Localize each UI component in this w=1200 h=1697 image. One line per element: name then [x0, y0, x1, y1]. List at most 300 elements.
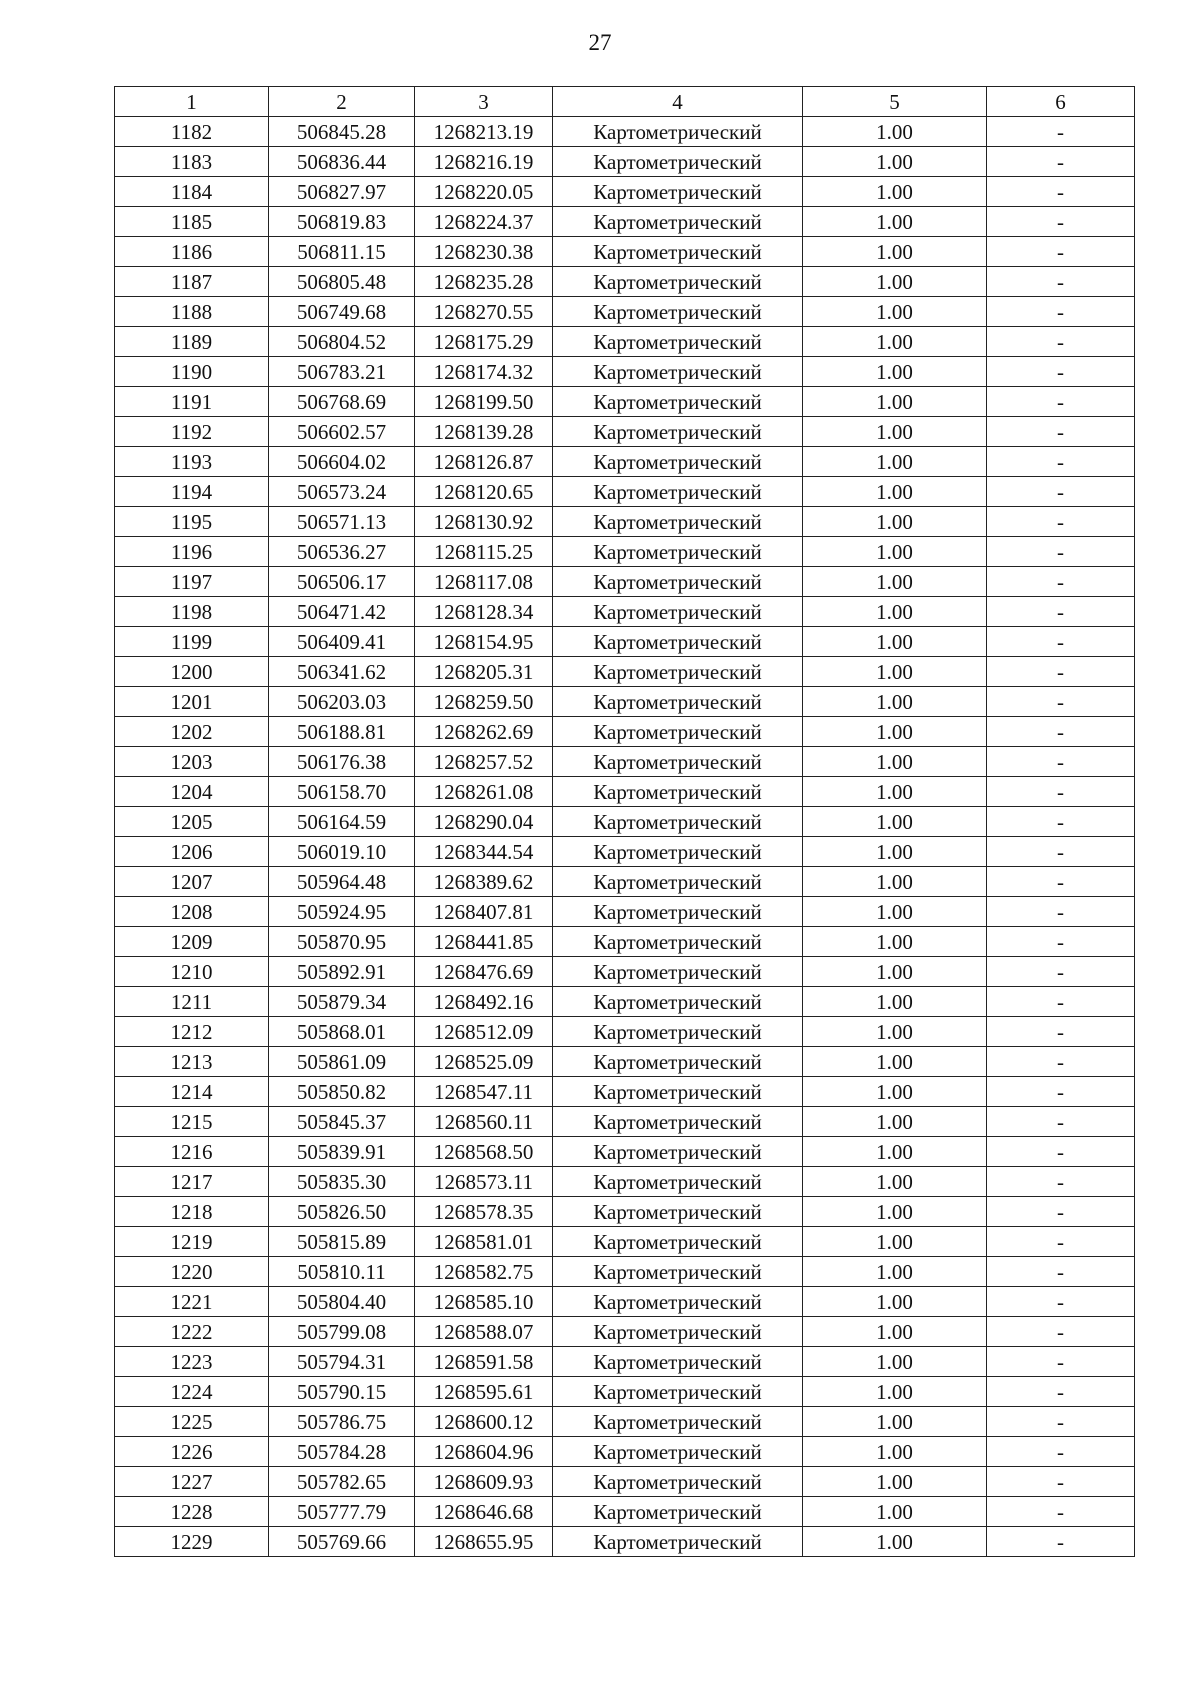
table-row: [115, 1467, 1135, 1497]
accuracy-cell: 1.00: [803, 867, 987, 897]
x-coordinate-cell: 506783.21: [269, 357, 415, 387]
accuracy-cell: 1.00: [803, 987, 987, 1017]
x-coordinate-cell: 506341.62: [269, 657, 415, 687]
accuracy-cell: 1.00: [803, 1137, 987, 1167]
y-coordinate-cell: 1268270.55: [415, 297, 553, 327]
table-row: [115, 567, 1135, 597]
y-coordinate-cell: 1268290.04: [415, 807, 553, 837]
table-body: [115, 117, 1135, 1557]
method-cell: Картометрический: [553, 237, 803, 267]
point-number-cell: 1226: [115, 1437, 269, 1467]
x-coordinate-cell: 506819.83: [269, 207, 415, 237]
x-coordinate-cell: 506804.52: [269, 327, 415, 357]
point-number-cell: 1216: [115, 1137, 269, 1167]
x-coordinate-cell: 506019.10: [269, 837, 415, 867]
note-cell: -: [987, 987, 1135, 1017]
accuracy-cell: 1.00: [803, 657, 987, 687]
accuracy-cell: 1.00: [803, 1347, 987, 1377]
table-row: [115, 147, 1135, 177]
note-cell: -: [987, 1377, 1135, 1407]
header-cell-6: 6: [987, 87, 1135, 117]
note-cell: -: [987, 807, 1135, 837]
x-coordinate-cell: 506811.15: [269, 237, 415, 267]
method-cell: Картометрический: [553, 207, 803, 237]
method-cell: Картометрический: [553, 957, 803, 987]
table-row: [115, 537, 1135, 567]
point-number-cell: 1195: [115, 507, 269, 537]
point-number-cell: 1205: [115, 807, 269, 837]
table-row: [115, 837, 1135, 867]
y-coordinate-cell: 1268216.19: [415, 147, 553, 177]
method-cell: Картометрический: [553, 327, 803, 357]
accuracy-cell: 1.00: [803, 567, 987, 597]
x-coordinate-cell: 505892.91: [269, 957, 415, 987]
table-header: [115, 87, 1135, 117]
table-row: [115, 387, 1135, 417]
x-coordinate-cell: 505794.31: [269, 1347, 415, 1377]
x-coordinate-cell: 505777.79: [269, 1497, 415, 1527]
table-row: [115, 447, 1135, 477]
coordinates-table: [114, 86, 1135, 1557]
accuracy-cell: 1.00: [803, 147, 987, 177]
y-coordinate-cell: 1268257.52: [415, 747, 553, 777]
method-cell: Картометрический: [553, 477, 803, 507]
accuracy-cell: 1.00: [803, 267, 987, 297]
point-number-cell: 1201: [115, 687, 269, 717]
x-coordinate-cell: 506506.17: [269, 567, 415, 597]
y-coordinate-cell: 1268492.16: [415, 987, 553, 1017]
x-coordinate-cell: 505845.37: [269, 1107, 415, 1137]
table-row: [115, 1377, 1135, 1407]
method-cell: Картометрический: [553, 1347, 803, 1377]
table-row: [115, 1497, 1135, 1527]
point-number-cell: 1206: [115, 837, 269, 867]
table-row: [115, 507, 1135, 537]
accuracy-cell: 1.00: [803, 1407, 987, 1437]
note-cell: -: [987, 177, 1135, 207]
note-cell: -: [987, 537, 1135, 567]
point-number-cell: 1204: [115, 777, 269, 807]
point-number-cell: 1202: [115, 717, 269, 747]
table-row: [115, 657, 1135, 687]
table-row: [115, 1017, 1135, 1047]
method-cell: Картометрический: [553, 717, 803, 747]
point-number-cell: 1196: [115, 537, 269, 567]
accuracy-cell: 1.00: [803, 387, 987, 417]
header-cell-2: 2: [269, 87, 415, 117]
x-coordinate-cell: 506573.24: [269, 477, 415, 507]
note-cell: -: [987, 1137, 1135, 1167]
table-row: [115, 237, 1135, 267]
x-coordinate-cell: 506158.70: [269, 777, 415, 807]
method-cell: Картометрический: [553, 1437, 803, 1467]
point-number-cell: 1190: [115, 357, 269, 387]
accuracy-cell: 1.00: [803, 1197, 987, 1227]
method-cell: Картометрический: [553, 1107, 803, 1137]
header-cell-4: 4: [553, 87, 803, 117]
method-cell: Картометрический: [553, 657, 803, 687]
table-row: [115, 1107, 1135, 1137]
table-row: [115, 1347, 1135, 1377]
point-number-cell: 1187: [115, 267, 269, 297]
accuracy-cell: 1.00: [803, 177, 987, 207]
x-coordinate-cell: 505784.28: [269, 1437, 415, 1467]
x-coordinate-cell: 505826.50: [269, 1197, 415, 1227]
y-coordinate-cell: 1268573.11: [415, 1167, 553, 1197]
method-cell: Картометрический: [553, 147, 803, 177]
method-cell: Картометрический: [553, 177, 803, 207]
x-coordinate-cell: 505868.01: [269, 1017, 415, 1047]
y-coordinate-cell: 1268525.09: [415, 1047, 553, 1077]
x-coordinate-cell: 506827.97: [269, 177, 415, 207]
note-cell: -: [987, 1167, 1135, 1197]
accuracy-cell: 1.00: [803, 417, 987, 447]
y-coordinate-cell: 1268581.01: [415, 1227, 553, 1257]
point-number-cell: 1218: [115, 1197, 269, 1227]
table-row: [115, 477, 1135, 507]
point-number-cell: 1207: [115, 867, 269, 897]
table-row: [115, 1287, 1135, 1317]
point-number-cell: 1184: [115, 177, 269, 207]
y-coordinate-cell: 1268235.28: [415, 267, 553, 297]
accuracy-cell: 1.00: [803, 1497, 987, 1527]
x-coordinate-cell: 505786.75: [269, 1407, 415, 1437]
x-coordinate-cell: 506188.81: [269, 717, 415, 747]
x-coordinate-cell: 506768.69: [269, 387, 415, 417]
x-coordinate-cell: 505769.66: [269, 1527, 415, 1557]
method-cell: Картометрический: [553, 777, 803, 807]
table-row: [115, 777, 1135, 807]
accuracy-cell: 1.00: [803, 747, 987, 777]
note-cell: -: [987, 357, 1135, 387]
note-cell: -: [987, 1437, 1135, 1467]
y-coordinate-cell: 1268604.96: [415, 1437, 553, 1467]
note-cell: -: [987, 417, 1135, 447]
note-cell: -: [987, 927, 1135, 957]
accuracy-cell: 1.00: [803, 537, 987, 567]
y-coordinate-cell: 1268609.93: [415, 1467, 553, 1497]
method-cell: Картометрический: [553, 867, 803, 897]
method-cell: Картометрический: [553, 447, 803, 477]
note-cell: -: [987, 1227, 1135, 1257]
note-cell: -: [987, 1317, 1135, 1347]
method-cell: Картометрический: [553, 687, 803, 717]
point-number-cell: 1213: [115, 1047, 269, 1077]
y-coordinate-cell: 1268115.25: [415, 537, 553, 567]
x-coordinate-cell: 505879.34: [269, 987, 415, 1017]
table-row: [115, 1137, 1135, 1167]
method-cell: Картометрический: [553, 357, 803, 387]
method-cell: Картометрический: [553, 1047, 803, 1077]
y-coordinate-cell: 1268476.69: [415, 957, 553, 987]
table-row: [115, 1047, 1135, 1077]
point-number-cell: 1208: [115, 897, 269, 927]
point-number-cell: 1210: [115, 957, 269, 987]
accuracy-cell: 1.00: [803, 957, 987, 987]
table-row: [115, 1257, 1135, 1287]
table-row: [115, 117, 1135, 147]
x-coordinate-cell: 505924.95: [269, 897, 415, 927]
point-number-cell: 1217: [115, 1167, 269, 1197]
accuracy-cell: 1.00: [803, 237, 987, 267]
point-number-cell: 1198: [115, 597, 269, 627]
x-coordinate-cell: 506536.27: [269, 537, 415, 567]
y-coordinate-cell: 1268154.95: [415, 627, 553, 657]
x-coordinate-cell: 506176.38: [269, 747, 415, 777]
header-cell-1: 1: [115, 87, 269, 117]
x-coordinate-cell: 506203.03: [269, 687, 415, 717]
y-coordinate-cell: 1268595.61: [415, 1377, 553, 1407]
note-cell: -: [987, 387, 1135, 417]
point-number-cell: 1222: [115, 1317, 269, 1347]
note-cell: -: [987, 837, 1135, 867]
y-coordinate-cell: 1268591.58: [415, 1347, 553, 1377]
accuracy-cell: 1.00: [803, 807, 987, 837]
point-number-cell: 1223: [115, 1347, 269, 1377]
method-cell: Картометрический: [553, 507, 803, 537]
table-row: [115, 297, 1135, 327]
y-coordinate-cell: 1268126.87: [415, 447, 553, 477]
table-row: [115, 987, 1135, 1017]
method-cell: Картометрический: [553, 1227, 803, 1257]
accuracy-cell: 1.00: [803, 1077, 987, 1107]
y-coordinate-cell: 1268560.11: [415, 1107, 553, 1137]
y-coordinate-cell: 1268441.85: [415, 927, 553, 957]
point-number-cell: 1228: [115, 1497, 269, 1527]
method-cell: Картометрический: [553, 747, 803, 777]
method-cell: Картометрический: [553, 987, 803, 1017]
note-cell: -: [987, 627, 1135, 657]
y-coordinate-cell: 1268646.68: [415, 1497, 553, 1527]
method-cell: Картометрический: [553, 567, 803, 597]
accuracy-cell: 1.00: [803, 897, 987, 927]
table-row: [115, 1167, 1135, 1197]
method-cell: Картометрический: [553, 807, 803, 837]
table-row: [115, 627, 1135, 657]
page-number: 27: [588, 30, 612, 55]
point-number-cell: 1220: [115, 1257, 269, 1287]
note-cell: -: [987, 447, 1135, 477]
method-cell: Картометрический: [553, 1317, 803, 1347]
point-number-cell: 1200: [115, 657, 269, 687]
note-cell: -: [987, 777, 1135, 807]
method-cell: Картометрический: [553, 1077, 803, 1107]
table-row: [115, 597, 1135, 627]
y-coordinate-cell: 1268205.31: [415, 657, 553, 687]
y-coordinate-cell: 1268213.19: [415, 117, 553, 147]
x-coordinate-cell: 506845.28: [269, 117, 415, 147]
x-coordinate-cell: 506805.48: [269, 267, 415, 297]
x-coordinate-cell: 506571.13: [269, 507, 415, 537]
accuracy-cell: 1.00: [803, 507, 987, 537]
y-coordinate-cell: 1268568.50: [415, 1137, 553, 1167]
note-cell: -: [987, 297, 1135, 327]
accuracy-cell: 1.00: [803, 477, 987, 507]
accuracy-cell: 1.00: [803, 597, 987, 627]
method-cell: Картометрический: [553, 1377, 803, 1407]
x-coordinate-cell: 506836.44: [269, 147, 415, 177]
point-number-cell: 1199: [115, 627, 269, 657]
x-coordinate-cell: 505835.30: [269, 1167, 415, 1197]
note-cell: -: [987, 267, 1135, 297]
method-cell: Картометрический: [553, 1167, 803, 1197]
method-cell: Картометрический: [553, 627, 803, 657]
point-number-cell: 1221: [115, 1287, 269, 1317]
point-number-cell: 1227: [115, 1467, 269, 1497]
x-coordinate-cell: 506604.02: [269, 447, 415, 477]
y-coordinate-cell: 1268655.95: [415, 1527, 553, 1557]
x-coordinate-cell: 505782.65: [269, 1467, 415, 1497]
point-number-cell: 1219: [115, 1227, 269, 1257]
header-cell-3: 3: [415, 87, 553, 117]
y-coordinate-cell: 1268120.65: [415, 477, 553, 507]
accuracy-cell: 1.00: [803, 447, 987, 477]
table-row: [115, 267, 1135, 297]
y-coordinate-cell: 1268261.08: [415, 777, 553, 807]
method-cell: Картометрический: [553, 837, 803, 867]
table-row: [115, 717, 1135, 747]
y-coordinate-cell: 1268199.50: [415, 387, 553, 417]
point-number-cell: 1209: [115, 927, 269, 957]
note-cell: -: [987, 1257, 1135, 1287]
note-cell: -: [987, 327, 1135, 357]
table-row: [115, 1227, 1135, 1257]
note-cell: -: [987, 1287, 1135, 1317]
accuracy-cell: 1.00: [803, 327, 987, 357]
method-cell: Картометрический: [553, 117, 803, 147]
point-number-cell: 1192: [115, 417, 269, 447]
note-cell: -: [987, 1047, 1135, 1077]
note-cell: -: [987, 1497, 1135, 1527]
note-cell: -: [987, 1527, 1135, 1557]
accuracy-cell: 1.00: [803, 1227, 987, 1257]
method-cell: Картометрический: [553, 927, 803, 957]
table-row: [115, 1077, 1135, 1107]
accuracy-cell: 1.00: [803, 117, 987, 147]
point-number-cell: 1194: [115, 477, 269, 507]
point-number-cell: 1193: [115, 447, 269, 477]
x-coordinate-cell: 506471.42: [269, 597, 415, 627]
table-row: [115, 1317, 1135, 1347]
method-cell: Картометрический: [553, 387, 803, 417]
note-cell: -: [987, 507, 1135, 537]
accuracy-cell: 1.00: [803, 717, 987, 747]
x-coordinate-cell: 505850.82: [269, 1077, 415, 1107]
y-coordinate-cell: 1268259.50: [415, 687, 553, 717]
note-cell: -: [987, 597, 1135, 627]
table-row: [115, 807, 1135, 837]
method-cell: Картометрический: [553, 1467, 803, 1497]
table-row: [115, 417, 1135, 447]
accuracy-cell: 1.00: [803, 1047, 987, 1077]
accuracy-cell: 1.00: [803, 357, 987, 387]
y-coordinate-cell: 1268407.81: [415, 897, 553, 927]
x-coordinate-cell: 505861.09: [269, 1047, 415, 1077]
method-cell: Картометрический: [553, 1407, 803, 1437]
method-cell: Картометрический: [553, 417, 803, 447]
accuracy-cell: 1.00: [803, 837, 987, 867]
note-cell: -: [987, 957, 1135, 987]
accuracy-cell: 1.00: [803, 627, 987, 657]
point-number-cell: 1214: [115, 1077, 269, 1107]
note-cell: -: [987, 687, 1135, 717]
point-number-cell: 1225: [115, 1407, 269, 1437]
point-number-cell: 1211: [115, 987, 269, 1017]
note-cell: -: [987, 1077, 1135, 1107]
point-number-cell: 1203: [115, 747, 269, 777]
table-row: [115, 177, 1135, 207]
point-number-cell: 1197: [115, 567, 269, 597]
accuracy-cell: 1.00: [803, 687, 987, 717]
x-coordinate-cell: 506409.41: [269, 627, 415, 657]
y-coordinate-cell: 1268585.10: [415, 1287, 553, 1317]
header-cell-5: 5: [803, 87, 987, 117]
x-coordinate-cell: 505790.15: [269, 1377, 415, 1407]
x-coordinate-cell: 505870.95: [269, 927, 415, 957]
y-coordinate-cell: 1268344.54: [415, 837, 553, 867]
y-coordinate-cell: 1268389.62: [415, 867, 553, 897]
y-coordinate-cell: 1268588.07: [415, 1317, 553, 1347]
table-row: [115, 1437, 1135, 1467]
accuracy-cell: 1.00: [803, 207, 987, 237]
accuracy-cell: 1.00: [803, 777, 987, 807]
method-cell: Картометрический: [553, 1257, 803, 1287]
note-cell: -: [987, 1467, 1135, 1497]
y-coordinate-cell: 1268139.28: [415, 417, 553, 447]
note-cell: -: [987, 207, 1135, 237]
accuracy-cell: 1.00: [803, 1017, 987, 1047]
y-coordinate-cell: 1268582.75: [415, 1257, 553, 1287]
note-cell: -: [987, 147, 1135, 177]
y-coordinate-cell: 1268175.29: [415, 327, 553, 357]
note-cell: -: [987, 717, 1135, 747]
accuracy-cell: 1.00: [803, 1167, 987, 1197]
note-cell: -: [987, 477, 1135, 507]
y-coordinate-cell: 1268262.69: [415, 717, 553, 747]
note-cell: -: [987, 1347, 1135, 1377]
accuracy-cell: 1.00: [803, 1257, 987, 1287]
point-number-cell: 1182: [115, 117, 269, 147]
x-coordinate-cell: 505799.08: [269, 1317, 415, 1347]
method-cell: Картометрический: [553, 1137, 803, 1167]
table-row: [115, 1197, 1135, 1227]
y-coordinate-cell: 1268224.37: [415, 207, 553, 237]
y-coordinate-cell: 1268130.92: [415, 507, 553, 537]
method-cell: Картометрический: [553, 1197, 803, 1227]
accuracy-cell: 1.00: [803, 297, 987, 327]
table-row: [115, 867, 1135, 897]
note-cell: -: [987, 567, 1135, 597]
point-number-cell: 1186: [115, 237, 269, 267]
y-coordinate-cell: 1268174.32: [415, 357, 553, 387]
x-coordinate-cell: 506164.59: [269, 807, 415, 837]
table-row: [115, 207, 1135, 237]
point-number-cell: 1188: [115, 297, 269, 327]
y-coordinate-cell: 1268220.05: [415, 177, 553, 207]
method-cell: Картометрический: [553, 1527, 803, 1557]
x-coordinate-cell: 505810.11: [269, 1257, 415, 1287]
table-row: [115, 747, 1135, 777]
table-row: [115, 327, 1135, 357]
note-cell: -: [987, 1017, 1135, 1047]
x-coordinate-cell: 505804.40: [269, 1287, 415, 1317]
method-cell: Картометрический: [553, 537, 803, 567]
y-coordinate-cell: 1268230.38: [415, 237, 553, 267]
note-cell: -: [987, 1107, 1135, 1137]
method-cell: Картометрический: [553, 267, 803, 297]
y-coordinate-cell: 1268117.08: [415, 567, 553, 597]
point-number-cell: 1183: [115, 147, 269, 177]
